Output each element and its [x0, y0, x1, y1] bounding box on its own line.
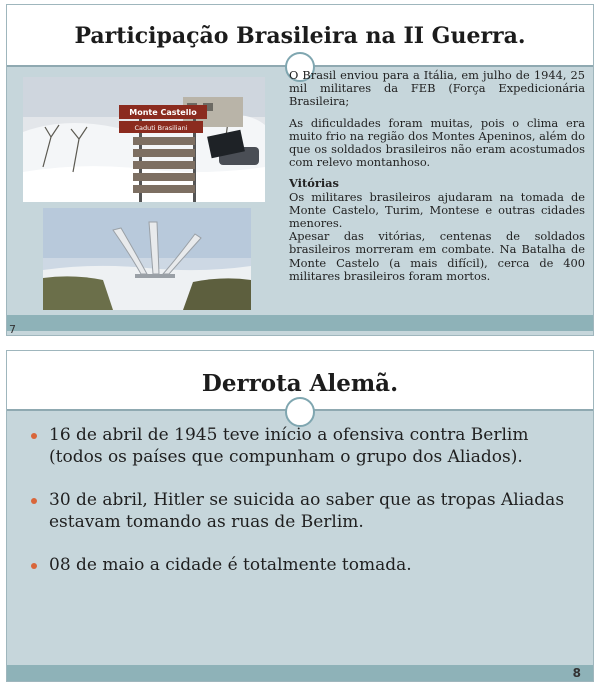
slide-derrota-alema [6, 350, 594, 682]
slide2-number: 8 [572, 666, 581, 680]
bullet-text: 30 de abril, Hitler se suicida ao saber que as tropas Aliadas estavam tomando as ruas de Berlim. [49, 490, 565, 532]
slide1-body [289, 69, 585, 283]
paragraph-dificuldades: As dificuldades foram muitas, pois o clima era muito frio na região dos Montes Apeninos, além do que os soldados brasileiros não eram acostumados com relevo montanhoso. [289, 115, 585, 170]
paragraph-mortes: Apesar das vitórias, centenas de soldados brasileiros morreram em combate. Na Batalha de Monte Castelo (a mais difícil), cerca de 400 militares brasileiros foram mortos. [289, 229, 585, 283]
list-item [29, 490, 581, 533]
slide1-number: 7 [9, 323, 16, 336]
list-item [29, 555, 581, 577]
bullet-dot-icon [31, 433, 37, 439]
monument-snow-photo [43, 208, 251, 310]
sign-caduti-text: Caduti Brasiliani [134, 124, 188, 132]
slide1-bottom-bar [7, 315, 593, 331]
bullet-text: 08 de maio a cidade é totalmente tomada. [49, 555, 412, 575]
sign-monte-castello-text: Monte Castello [129, 108, 197, 117]
monte-castello-sign-photo [23, 77, 265, 202]
list-item [29, 425, 581, 468]
victories-heading: Vitórias [289, 176, 339, 191]
paragraph-feb: O Brasil enviou para a Itália, em julho de 1944, 25 mil militares da FEB (Força Expedicionária Brasileira; [289, 68, 585, 109]
bullet-text: 16 de abril de 1945 teve início a ofensiva contra Berlim (todos os países que compunham o grupo dos Aliados). [49, 425, 529, 467]
paragraph-tomadas: Os militares brasileiros ajudaram na tomada de Monte Castelo, Turim, Montese e outras cidades menores. [289, 189, 585, 231]
bullet-dot-icon [31, 498, 37, 504]
title-circle-ornament [285, 397, 315, 427]
bullet-dot-icon [31, 563, 37, 569]
bullet-list [29, 425, 581, 599]
slide2-bottom-bar [7, 665, 593, 681]
slide2-title: Derrota Alemã. [7, 351, 593, 411]
slide1-title: Participação Brasileira na II Guerra. [7, 5, 593, 67]
slide-participacao [6, 4, 594, 336]
